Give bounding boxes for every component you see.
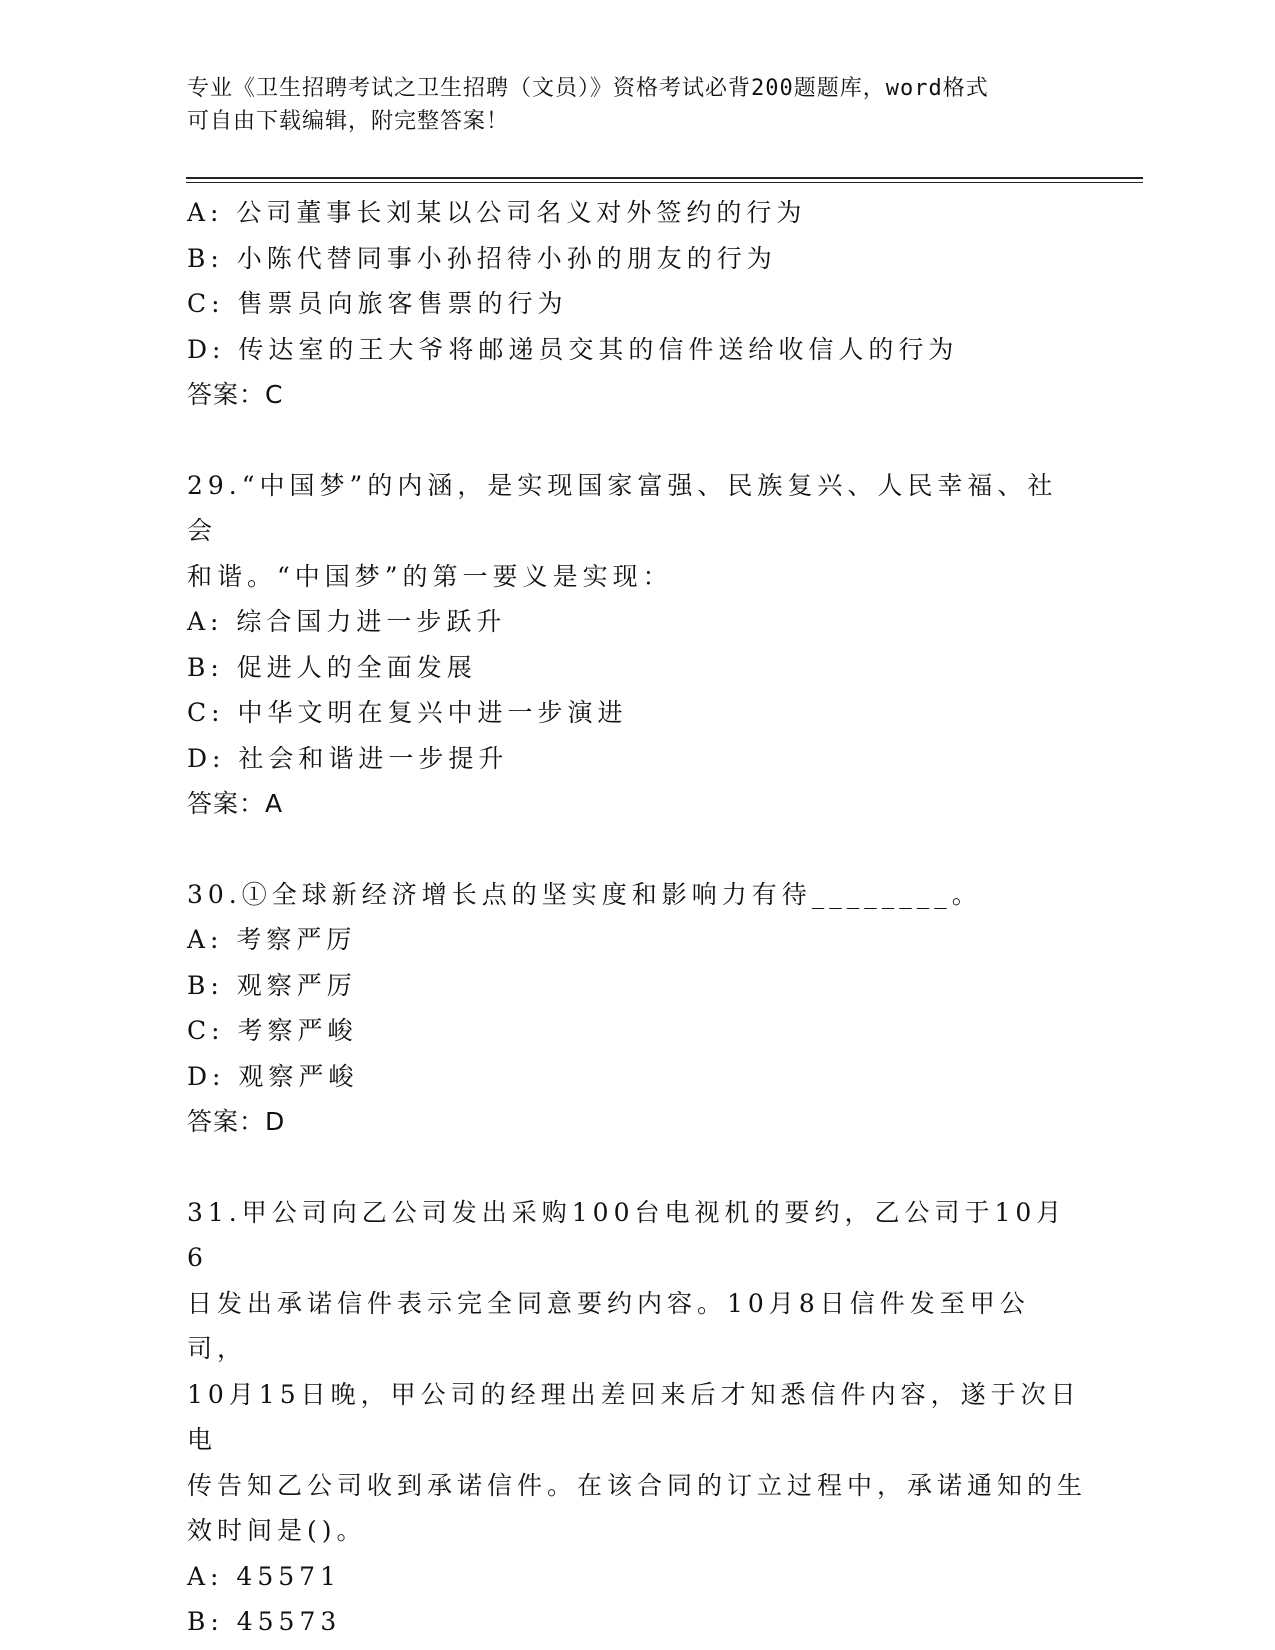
option-a: A: 考察严厉 [187,925,357,954]
option-c: C: 售票员向旅客售票的行为 [187,289,568,318]
question-stem-line: 日发出承诺信件表示完全同意要约内容。10月8日信件发至甲公司， [187,1288,1030,1363]
option-a: A: 45571 [187,1561,341,1591]
header-line-2: 可自由下载编辑，附完整答案！ [187,109,510,134]
question-31 [187,1190,1087,1645]
header-rule-thin [186,182,1143,183]
header-rule-thick [186,177,1143,179]
question-list [187,190,1087,1645]
question-stem-line: 10月15日晚，甲公司的经理出差回来后才知悉信件内容，遂于次日电 [187,1379,1081,1454]
header-line-1: 专业《卫生招聘考试之卫生招聘（文员）》资格考试必背200题题库，word格式 [187,76,989,101]
option-c: C: 中华文明在复兴中进一步演进 [187,698,628,727]
option-d: D: 传达室的王大爷将邮递员交其的信件送给收信人的行为 [187,334,959,364]
option-c: C: 考察严峻 [187,1016,358,1045]
option-b: B: 观察严厉 [187,970,357,1000]
question-stem-line: 29.“中国梦”的内涵，是实现国家富强、民族复兴、人民幸福、社会 [187,470,1058,545]
option-b: B: 45573 [187,1607,342,1636]
answer: 答案：D [187,1107,286,1136]
answer: 答案：A [187,789,284,818]
question-stem-line: 传告知乙公司收到承诺信件。在该合同的订立过程中，承诺通知的生 [187,1470,1088,1500]
answer: 答案：C [187,380,284,409]
question-stem-line: 30.①全球新经济增长点的坚实度和影响力有待________。 [187,879,982,909]
option-a: A: 综合国力进一步跃升 [187,607,507,636]
question-30 [187,872,1087,1145]
document-header [187,72,1067,138]
question-stem-line: 31.甲公司向乙公司发出采购100台电视机的要约，乙公司于10月6 [187,1197,1067,1272]
option-b: B: 小陈代替同事小孙招待小孙的朋友的行为 [187,243,777,273]
option-a: A: 公司董事长刘某以公司名义对外签约的行为 [187,198,807,227]
question-stem-line: 和谐。“中国梦”的第一要义是实现： [187,561,673,591]
question-stem-line: 效时间是()。 [187,1516,367,1545]
question-29 [187,463,1087,827]
option-d: D: 观察严峻 [187,1061,359,1091]
option-d: D: 社会和谐进一步提升 [187,743,509,773]
question-28 [187,190,1087,418]
option-b: B: 促进人的全面发展 [187,652,477,682]
